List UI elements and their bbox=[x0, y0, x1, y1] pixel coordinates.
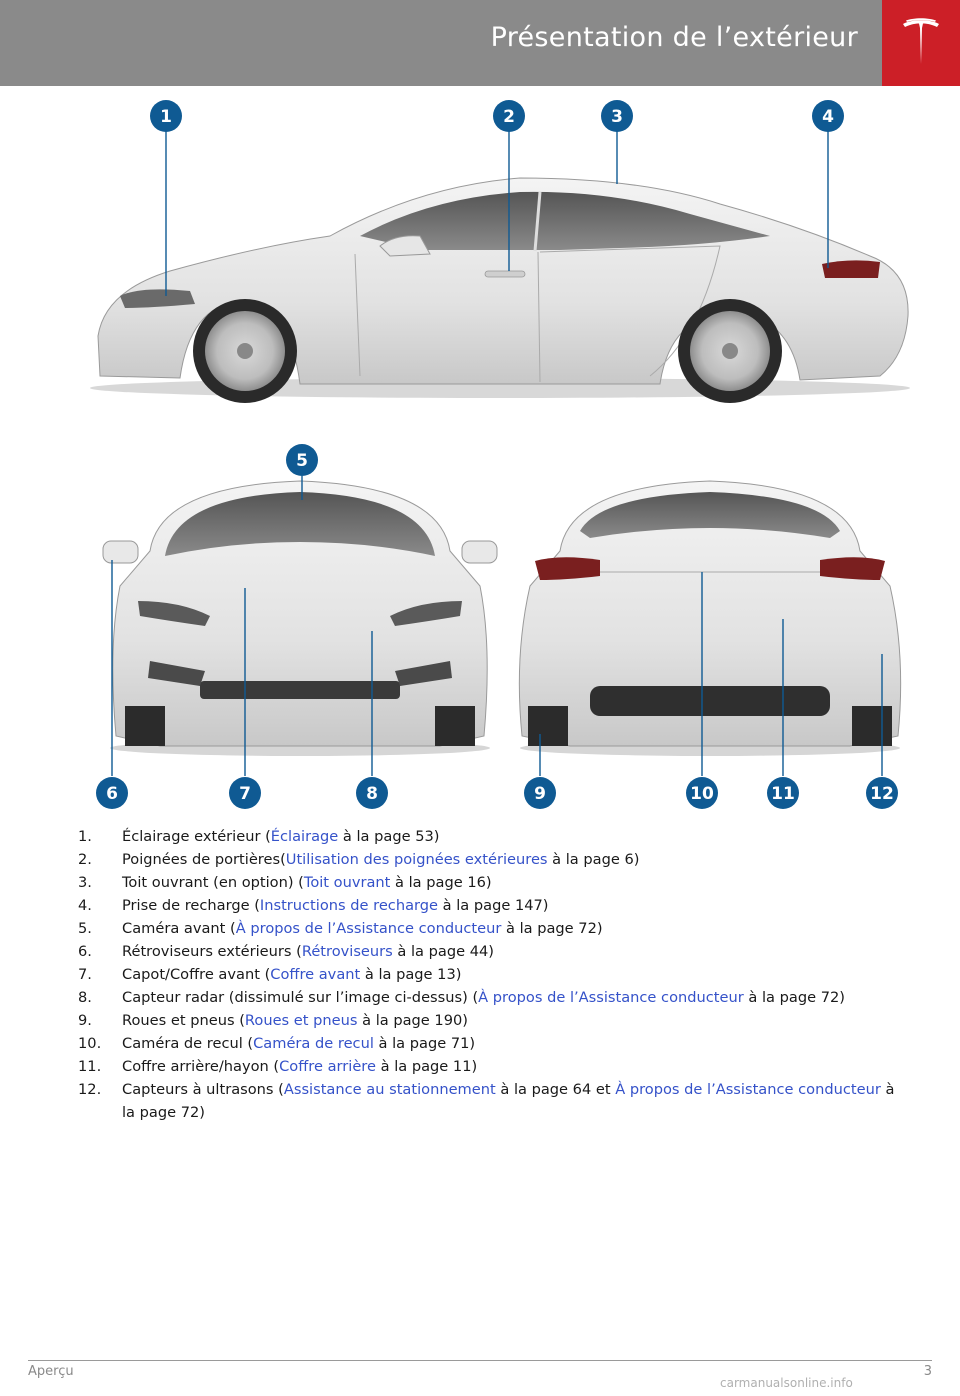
car-illustration bbox=[0, 86, 960, 816]
page-number: 3 bbox=[923, 1364, 932, 1379]
rear-view bbox=[519, 481, 900, 756]
tesla-logo-icon bbox=[901, 18, 941, 66]
link-stationnement[interactable]: Assistance au stationnement bbox=[283, 1081, 496, 1098]
link-coffre-arriere[interactable]: Coffre arrière bbox=[279, 1058, 376, 1075]
link-coffre-avant[interactable]: Coffre avant bbox=[270, 966, 361, 983]
page-header bbox=[0, 0, 882, 86]
side-view bbox=[90, 178, 910, 403]
link-assistance-conducteur[interactable]: À propos de l’Assistance conducteur bbox=[478, 989, 744, 1006]
link-toit-ouvrant[interactable]: Toit ouvrant bbox=[303, 874, 391, 891]
callout-1 bbox=[150, 100, 182, 132]
link-roues-pneus[interactable]: Roues et pneus bbox=[244, 1012, 358, 1029]
list-item: 10. Caméra de recul (Caméra de recul à la page 71) bbox=[78, 1035, 476, 1052]
list-item: 12. Capteurs à ultrasons (Assistance au stationnement à la page 64 et À propos de l’Assistance conducteur à la page 72) bbox=[78, 1081, 895, 1121]
feature-list bbox=[78, 825, 908, 1124]
callout-10 bbox=[686, 777, 718, 809]
link-assistance-conducteur[interactable]: À propos de l’Assistance conducteur bbox=[235, 920, 502, 937]
callout-4 bbox=[812, 100, 844, 132]
svg-text:5: 5 bbox=[296, 451, 308, 471]
svg-text:3: 3 bbox=[611, 107, 623, 127]
link-recharge[interactable]: Instructions de recharge bbox=[259, 897, 438, 914]
footer-divider bbox=[28, 1360, 932, 1361]
link-eclairage[interactable]: Éclairage bbox=[270, 828, 339, 845]
callout-7 bbox=[229, 777, 261, 809]
svg-text:4: 4 bbox=[822, 107, 834, 127]
callout-9 bbox=[524, 777, 556, 809]
list-item: 4. Prise de recharge (Instructions de recharge à la page 147) bbox=[78, 897, 549, 914]
list-item: 2. Poignées de portières(Utilisation des poignées extérieures à la page 6) bbox=[78, 851, 640, 868]
list-item: 8. Capteur radar (dissimulé sur l’image ci-dessus) (À propos de l’Assistance conducteur à la page 72) bbox=[78, 989, 845, 1006]
brand-box bbox=[882, 0, 960, 86]
watermark: carmanualsonline.info bbox=[720, 1376, 853, 1390]
list-item: 6. Rétroviseurs extérieurs (Rétroviseurs à la page 44) bbox=[78, 943, 494, 960]
link-assistance-conducteur[interactable]: À propos de l’Assistance conducteur bbox=[615, 1081, 881, 1098]
footer-section: Aperçu bbox=[28, 1364, 74, 1379]
link-retroviseurs[interactable]: Rétroviseurs bbox=[301, 943, 393, 960]
svg-text:11: 11 bbox=[771, 784, 795, 804]
list-item: 3. Toit ouvrant (en option) (Toit ouvrant à la page 16) bbox=[78, 874, 492, 891]
page-title: Présentation de l’extérieur bbox=[490, 22, 858, 53]
callout-11 bbox=[767, 777, 799, 809]
link-camera-recul[interactable]: Caméra de recul bbox=[253, 1035, 374, 1052]
callout-8 bbox=[356, 777, 388, 809]
callout-12 bbox=[866, 777, 898, 809]
svg-text:6: 6 bbox=[106, 784, 118, 804]
callout-2 bbox=[493, 100, 525, 132]
callout-3 bbox=[601, 100, 633, 132]
list-item: 1. Éclairage extérieur (Éclairage à la page 53) bbox=[78, 828, 440, 845]
link-poignees[interactable]: Utilisation des poignées extérieures bbox=[285, 851, 548, 868]
svg-text:7: 7 bbox=[239, 784, 251, 804]
list-item: 9. Roues et pneus (Roues et pneus à la page 190) bbox=[78, 1012, 468, 1029]
svg-text:2: 2 bbox=[503, 107, 515, 127]
callout-6 bbox=[96, 777, 128, 809]
svg-text:10: 10 bbox=[690, 784, 714, 804]
list-item: 5. Caméra avant (À propos de l’Assistance conducteur à la page 72) bbox=[78, 920, 603, 937]
front-view bbox=[103, 481, 497, 756]
svg-text:12: 12 bbox=[870, 784, 894, 804]
svg-text:9: 9 bbox=[534, 784, 546, 804]
list-item: 11. Coffre arrière/hayon (Coffre arrière à la page 11) bbox=[78, 1058, 478, 1075]
exterior-figure bbox=[0, 86, 960, 816]
callout-5 bbox=[286, 444, 318, 476]
svg-text:8: 8 bbox=[366, 784, 378, 804]
svg-text:1: 1 bbox=[160, 107, 172, 127]
list-item: 7. Capot/Coffre avant (Coffre avant à la page 13) bbox=[78, 966, 462, 983]
